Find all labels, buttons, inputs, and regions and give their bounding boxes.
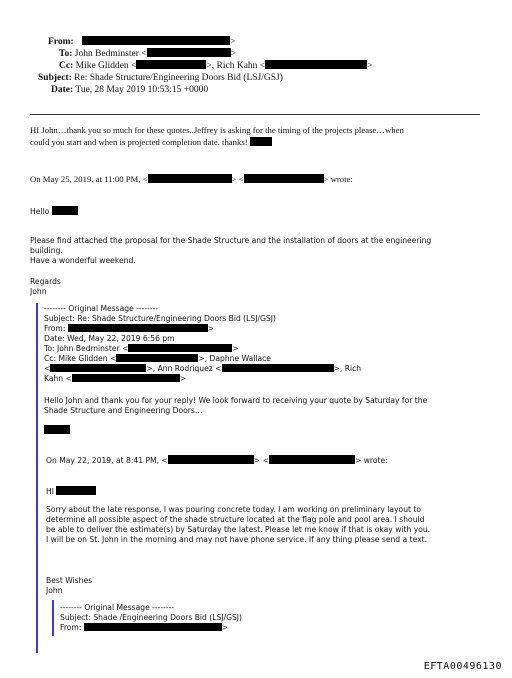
wrote-suffix: > wrote: — [323, 174, 353, 184]
header-subject-value: Re: Shade Structure/Engineering Doors Bid (LSJ/GSJ) — [74, 73, 283, 83]
header-date-label: Date: — [51, 85, 74, 95]
redaction — [269, 455, 355, 464]
redaction — [136, 60, 206, 69]
original-body: Hello John and thank you for your reply! We look forward to receiving your quote by Saturday for the Shade Structure and Engineering Doors… — [44, 396, 428, 415]
message-signoff: Regards John — [30, 277, 61, 296]
header-subject-row — [38, 72, 283, 84]
message-body: Please find attached the proposal for the Shade Structure and the installation of doors at the engineering building. Have a wonderful weekend. — [30, 236, 432, 265]
reply-body — [30, 124, 404, 148]
original-subject: Subject: Re: Shade Structure/Engineering Doors Bid (LSJ/GSJ) — [44, 314, 276, 323]
redaction — [56, 486, 96, 495]
quote-bar — [36, 303, 38, 653]
document-id: EFTA00496130 — [423, 661, 502, 672]
redaction — [148, 174, 232, 183]
header-from-row: From: > — [48, 37, 236, 47]
header-cc-label: Cc: — [59, 61, 74, 71]
redaction — [82, 36, 230, 45]
quoted-attribution: On May 25, 2019, at 11:00 PM, < > < > wrote: — [30, 174, 353, 184]
redaction — [116, 354, 198, 362]
redaction — [222, 364, 334, 372]
header-cc-row: Cc: Mike Glidden < >, Rich Kahn < > — [59, 61, 373, 71]
header-cc-value: Mike Glidden < — [75, 61, 137, 71]
original-message-header-2: -------- Original Message -------- Subject: Shade /Engineering Doors Bid (LSJ/GSJ) From: > — [60, 603, 242, 632]
wrote-prefix: On May 25, 2019, at 11:00 PM, < — [30, 174, 148, 184]
message-hi: HI — [46, 486, 96, 497]
redaction — [44, 425, 70, 434]
header-cc-value-2: >, Rich Kahn < — [206, 61, 266, 71]
message-hello: Hello — [30, 206, 78, 217]
original-title: -------- Original Message -------- — [44, 304, 159, 313]
message-body-3: Sorry about the late response, I was pouring concrete today. I am working on preliminary layout to determine all possible aspect of the shade structure located at the flag pole and pool area. I should be able to deliver the estimate(s) by Saturday the latest. Please let me know if that is okay with you. I will be on St. John in the morning and may not have phone service. If any thing please send a text. — [46, 505, 431, 544]
redaction — [250, 137, 272, 146]
redaction — [147, 48, 231, 57]
header-date-row — [51, 84, 208, 96]
reply-line-1: HI John…thank you so much for these quotes..Jeffrey is asking for the timing of the projects please…when — [30, 125, 404, 135]
original-date: Date: Wed, May 22, 2019 6:56 pm — [44, 334, 175, 343]
redaction — [244, 174, 324, 183]
header-to-row: To: John Bedminster < > — [59, 49, 236, 59]
redaction — [128, 344, 232, 352]
header-to-value: John Bedminster < — [74, 49, 147, 59]
header-to-label: To: — [59, 49, 73, 59]
original-message-header: -------- Original Message -------- Subject: Re: Shade Structure/Engineering Doors Bid (LSJ/GSJ) From: > Date: Wed, May 22, 2019 6:56 pm To: John Bedminster < > Cc: Mike Glidden < >, Daphne Wallace < >, Ann Rodriquez < >, Rich Kahn < > — [44, 304, 362, 383]
reply-line-2: could you start and when is projected completion date. thanks! — [30, 137, 248, 147]
redaction — [52, 206, 78, 215]
quoted-attribution-2: On May 22, 2019, at 8:41 PM, < > < > wrote: — [46, 456, 388, 465]
message-signoff-3: Best Wishes John — [46, 576, 93, 595]
header-subject-label: Subject: — [38, 73, 72, 83]
redaction — [265, 60, 367, 69]
header-from-label: From: — [48, 37, 74, 47]
redaction — [84, 623, 222, 631]
redaction — [168, 455, 254, 464]
redaction — [72, 374, 180, 382]
quote-bar-2 — [52, 600, 54, 636]
header-divider — [30, 114, 480, 115]
redaction — [68, 324, 208, 332]
redaction — [50, 364, 146, 372]
header-date-value: Tue, 28 May 2019 10:53:15 +0000 — [75, 85, 209, 95]
